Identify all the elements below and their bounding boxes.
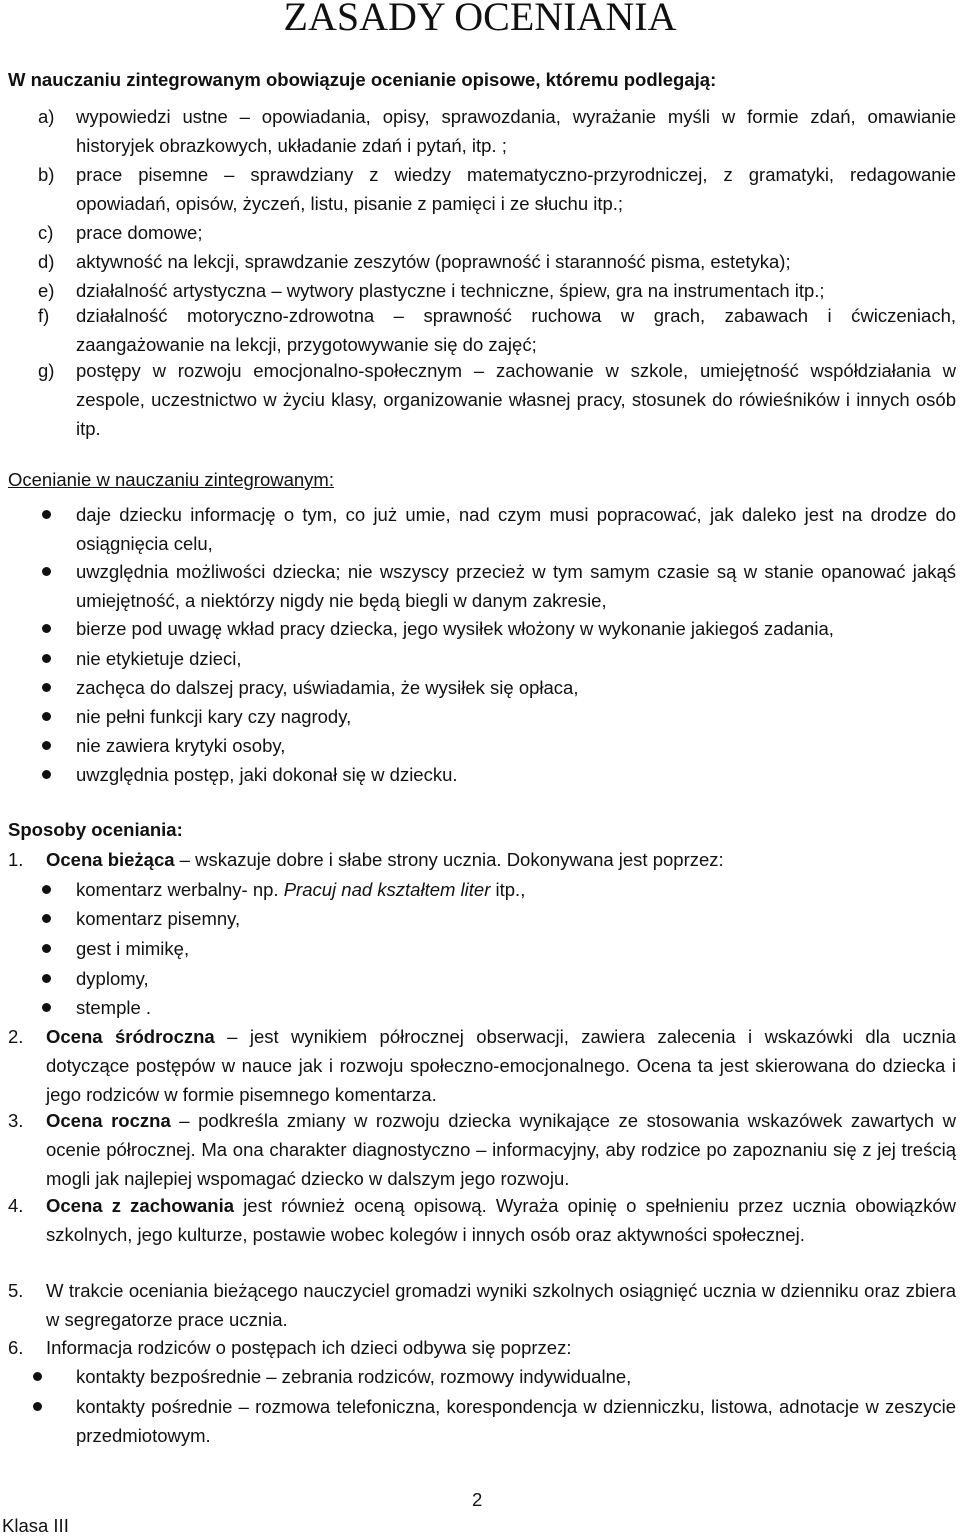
list-marker: e)	[38, 280, 55, 301]
list-number: 1.	[8, 849, 24, 870]
list-item-text: stemple .	[76, 997, 152, 1018]
page-title: ZASADY OCENIANIA	[283, 0, 677, 39]
bullet-icon	[42, 510, 51, 519]
method-name: Ocena z zachowania	[46, 1195, 235, 1216]
list-marker: a)	[38, 106, 55, 127]
list-number: 4.	[8, 1195, 24, 1216]
list-item-text: kontakty bezpośrednie – zebrania rodziców, rozmowy indywidualne,	[76, 1366, 632, 1387]
list-item-text: dyplomy,	[76, 968, 149, 989]
list-marker: f)	[38, 305, 50, 326]
bullet-icon	[42, 944, 51, 953]
list-item-text: aktywność na lekcji, sprawdzanie zeszytów (poprawność i staranność pisma, estetyka);	[76, 251, 791, 272]
bullet-icon	[33, 1402, 42, 1411]
list-item-text: zachęca do dalszej pracy, uświadamia, że wysiłek się opłaca,	[76, 677, 579, 698]
method-name: Ocena śródroczna	[46, 1026, 215, 1047]
list-marker: b)	[38, 164, 55, 185]
method-description: – jest wynikiem półrocznej obserwacji, zawiera zalecenia i wskazówki dla ucznia dotyczące postępów w nauce jak i rozwoju społeczno-emocjonalnego. Ocena ta jest skierowana do dziecka i jego rodziców w formie pisemnego komentarza.	[46, 1026, 956, 1105]
list-item-text: nie pełni funkcji kary czy nagrody,	[76, 706, 352, 727]
list-item-text: nie etykietuje dzieci,	[76, 648, 242, 669]
bullet-icon	[42, 567, 51, 576]
bullet-icon	[33, 1372, 42, 1381]
bullet-icon	[42, 683, 51, 692]
list-item-text: postępy w rozwoju emocjonalno-społecznym – zachowanie w szkole, umiejętność współdziałania w zespole, uczestnictwo w życiu klasy, organizowanie własnej pracy, stosunek do rówieśników i innych osób itp.	[76, 360, 956, 439]
list-item-text: daje dziecku informację o tym, co już umie, nad czym musi popracować, jak daleko jest na drodze do osiągnięcia celu,	[76, 504, 956, 554]
list-number: 3.	[8, 1110, 24, 1131]
method-name: Ocena roczna	[46, 1110, 171, 1131]
list-item-text: gest i mimikę,	[76, 938, 190, 959]
list-item-text	[46, 845, 956, 874]
list-item-text	[46, 1106, 956, 1193]
method-description: – podkreśla zmiany w rozwoju dziecka wynikające ze stosowania wskazówek zawartych w ocenie półrocznej. Ma ona charakter diagnostyczno – informacyjny, aby rodzice po zapoznaniu się z jej treścią mogli jak najlepiej wspomagać dziecko w dalszym jego rozwoju.	[46, 1110, 956, 1189]
list-number: 6.	[8, 1337, 24, 1358]
list-item-text	[46, 1022, 956, 1109]
bullet-icon	[42, 914, 51, 923]
list-item-text	[76, 875, 956, 904]
page-number: 2	[472, 1489, 483, 1510]
bullet-icon	[42, 770, 51, 779]
bullet-icon	[42, 712, 51, 721]
list-item-text: nie zawiera krytyki osoby,	[76, 735, 286, 756]
section-heading-ocenianie: Ocenianie w nauczaniu zintegrowanym:	[8, 469, 334, 490]
bullet-icon	[42, 741, 51, 750]
list-item-text: prace domowe;	[76, 222, 203, 243]
bullet-icon	[42, 654, 51, 663]
list-item-text: wypowiedzi ustne – opowiadania, opisy, sprawozdania, wyrażanie myśli w formie zdań, omawianie historyjek obrazkowych, układanie zdań i pytań, itp. ;	[76, 106, 956, 156]
list-item-text: kontakty pośrednie – rozmowa telefoniczna, korespondencja w dzienniczku, listowa, adnotacje w zeszycie przedmiotowym.	[76, 1396, 956, 1446]
footer-class-label: Klasa III	[2, 1515, 69, 1536]
method-description: – wskazuje dobre i słabe strony ucznia. Dokonywana jest poprzez:	[174, 849, 724, 870]
list-item-text: Informacja rodziców o postępach ich dzieci odbywa się poprzez:	[46, 1337, 572, 1358]
list-item-text: W trakcie oceniania bieżącego nauczyciel gromadzi wyniki szkolnych osiągnięć ucznia w dzienniku oraz zbiera w segregatorze prace ucznia.	[46, 1280, 956, 1330]
list-item-text	[46, 1191, 956, 1249]
list-number: 2.	[8, 1026, 24, 1047]
bullet-icon	[42, 1003, 51, 1012]
list-item-text: uwzględnia możliwości dziecka; nie wszyscy przecież w tym samym czasie są w stanie opanować jakąś umiejętność, a niektórzy nigdy nie będą biegli w danym zakresie,	[76, 561, 956, 611]
list-item-text: prace pisemne – sprawdziany z wiedzy matematyczno-przyrodniczej, z gramatyki, redagowanie opowiadań, opisów, życzeń, listu, pisanie z pamięci i ze słuchu itp.;	[76, 164, 956, 214]
text-prefix: komentarz werbalny- np.	[76, 879, 284, 900]
bullet-icon	[42, 885, 51, 894]
list-number: 5.	[8, 1280, 24, 1301]
list-item-text: działalność artystyczna – wytwory plastyczne i techniczne, śpiew, gra na instrumentach itp.;	[76, 280, 825, 301]
bullet-icon	[42, 974, 51, 983]
list-marker: c)	[38, 222, 54, 243]
list-item-text: działalność motoryczno-zdrowotna – sprawność ruchowa w grach, zabawach i ćwiczeniach, zaangażowanie na lekcji, przygotowywanie się do zajęć;	[76, 305, 956, 355]
text-suffix: itp.,	[490, 879, 526, 900]
bullet-icon	[42, 624, 51, 633]
list-item-text: komentarz pisemny,	[76, 908, 241, 929]
italic-example: Pracuj nad kształtem liter	[283, 879, 491, 900]
list-item-text: bierze pod uwagę wkład pracy dziecka, jego wysiłek włożony w wykonanie jakiegoś zadania,	[76, 618, 834, 639]
section-heading-sposoby: Sposoby oceniania:	[8, 819, 183, 840]
intro-heading: W nauczaniu zintegrowanym obowiązuje ocenianie opisowe, któremu podlegają:	[8, 69, 717, 90]
list-marker: g)	[38, 360, 55, 381]
list-marker: d)	[38, 251, 55, 272]
method-description: jest również oceną opisową. Wyraża opinię o spełnieniu przez ucznia obowiązków szkolnych, jego kulturze, postawie wobec kolegów i innych osób oraz aktywności społecznej.	[46, 1195, 956, 1245]
method-name: Ocena bieżąca	[46, 849, 175, 870]
list-item-text: uwzględnia postęp, jaki dokonał się w dziecku.	[76, 764, 458, 785]
